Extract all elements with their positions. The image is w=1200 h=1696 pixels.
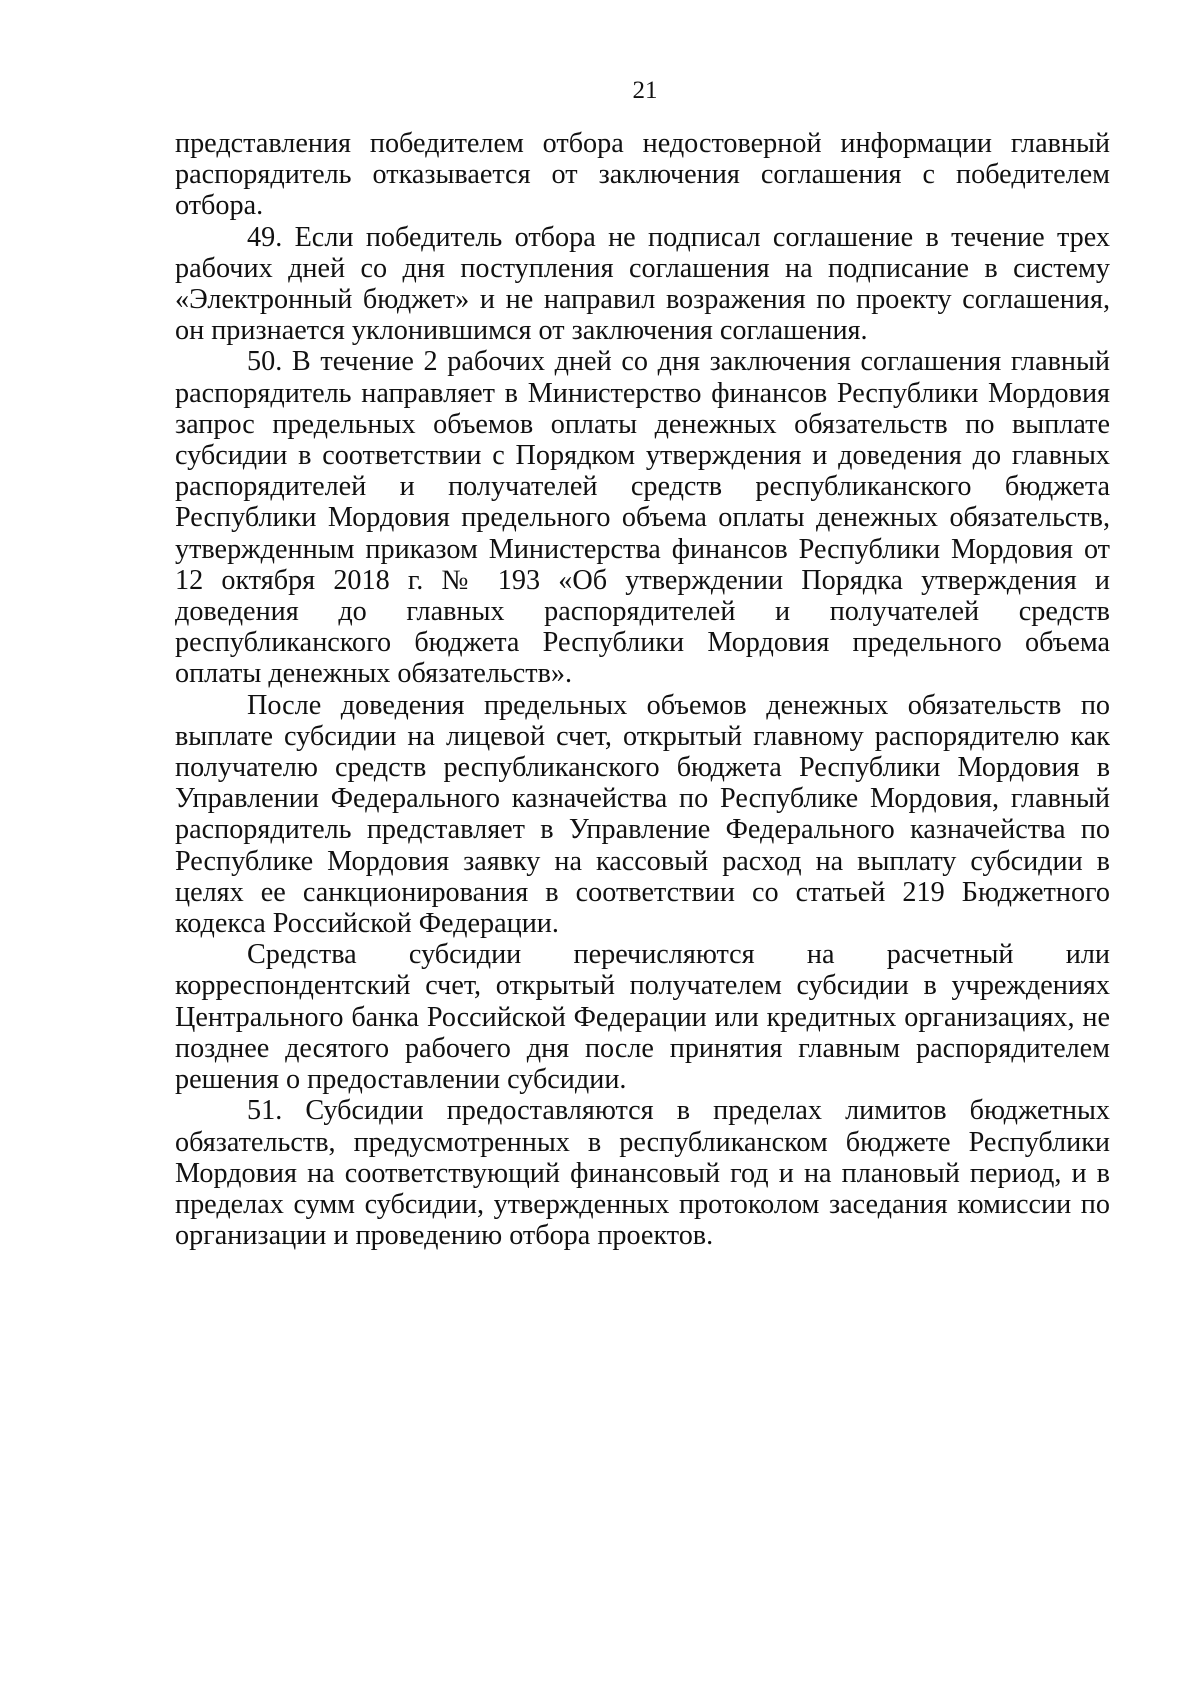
paragraph-49: 49. Если победитель отбора не подписал соглашение в течение трех рабочих дней со дня поступления соглашения на подписание в систему «Электронный бюджет» и не направил возражения по проекту соглашения, он признается уклонившимся от заключения соглашения. [175, 221, 1110, 347]
paragraph-50-transfer: Средства субсидии перечисляются на расчетный или корреспондентский счет, открытый получателем субсидии в учреждениях Центрального банка Российской Федерации или кредитных организациях, не позднее десятого рабочего дня после принятия главным распорядителем решения о предоставлении субсидии. [175, 939, 1110, 1096]
document-body [175, 128, 1110, 1251]
page-number: 21 [632, 77, 658, 104]
paragraph-50: 50. В течение 2 рабочих дней со дня заключения соглашения главный распорядитель направляет в Министерство финансов Республики Мордовия запрос предельных объемов оплаты денежных обязательств по выплате субсидии в соответствии с Порядком утверждения и доведения до главных распорядителей и получателей средств республиканского бюджета Республики Мордовия предельного объема оплаты денежных обязательств, утвержденным приказом Министерства финансов Республики Мордовия от 12 октября 2018 г. № 193 «Об утверждении Порядка утверждения и доведения до главных распорядителей и получателей средств республиканского бюджета Республики Мордовия предельного объема оплаты денежных обязательств». [175, 346, 1110, 690]
paragraph-51: 51. Субсидии предоставляются в пределах лимитов бюджетных обязательств, предусмотренных в республиканском бюджете Республики Мордовия на соответствующий финансовый год и на плановый период, и в пределах сумм субсидии, утвержденных протоколом заседания комиссии по организации и проведению отбора проектов. [175, 1095, 1110, 1252]
paragraph-50-limits: После доведения предельных объемов денежных обязательств по выплате субсидии на лицевой счет, открытый главному распорядителю как получателю средств республиканского бюджета Республики Мордовия в Управлении Федерального казначейства по Республике Мордовия, главный распорядитель представляет в Управление Федерального казначейства по Республике Мордовия заявку на кассовый расход на выплату субсидии в целях ее санкционирования в соответствии со статьей 219 Бюджетного кодекса Российской Федерации. [175, 689, 1110, 940]
paragraph-continuation: представления победителем отбора недостоверной информации главный распорядитель отказывается от заключения соглашения с победителем отбора. [175, 128, 1110, 222]
